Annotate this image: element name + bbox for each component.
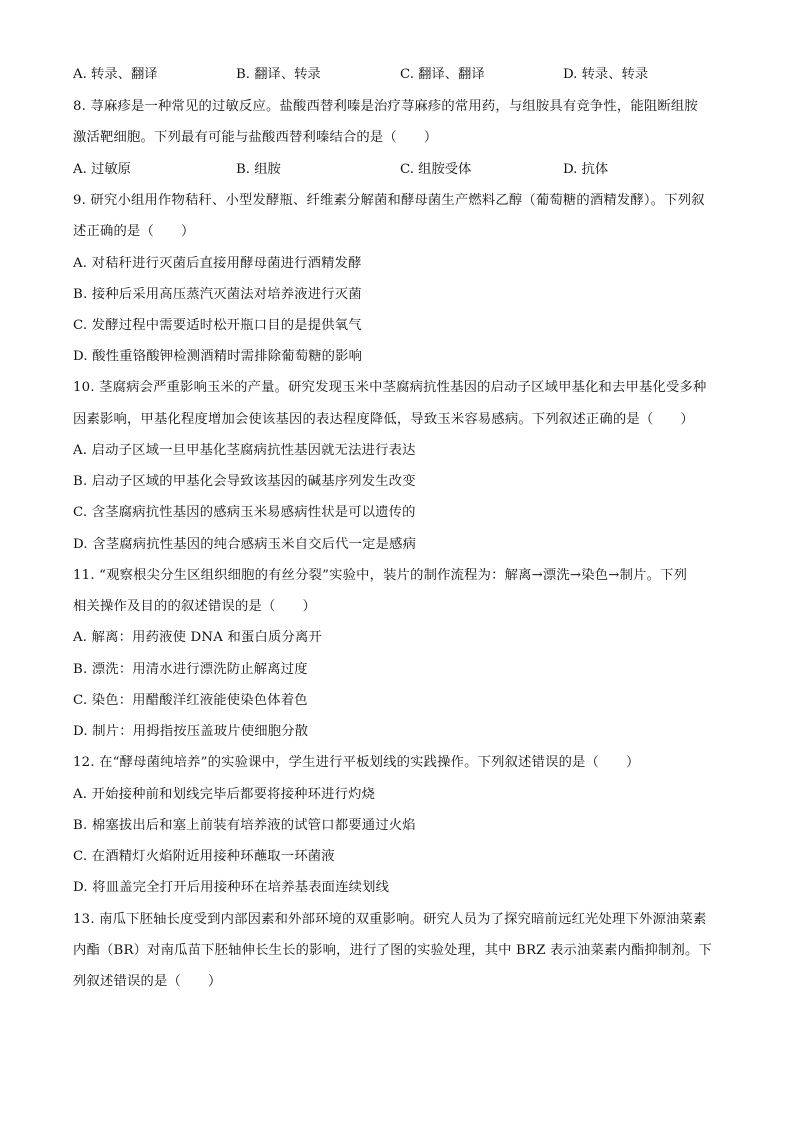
q7-option-a: A. 转录、翻译	[73, 67, 158, 82]
q9-option-c: C. 发酵过程中需要适时松开瓶口目的是提供氧气	[73, 318, 362, 333]
q10-option-c: C. 含茎腐病抗性基因的感病玉米易感病性状是可以遗传的	[73, 505, 416, 520]
q8-option-c: C. 组胺受体	[400, 162, 472, 177]
q13-stem-line: 13. 南瓜下胚轴长度受到内部因素和外部环境的双重影响。研究人员为了探究暗前远红光处理下外源油菜素	[73, 912, 707, 927]
q11-option-a: A. 解离：用药液使 DNA 和蛋白质分离开	[73, 630, 322, 645]
q9-option-d: D. 酸性重铬酸钾检测酒精时需排除葡萄糖的影响	[73, 349, 363, 364]
q10-option-b: B. 启动子区域的甲基化会导致该基因的碱基序列发生改变	[73, 474, 416, 489]
q9-option-b: B. 接种后采用高压蒸汽灭菌法对培养液进行灭菌	[73, 287, 362, 302]
q7-option-b: B. 翻译、转录	[236, 67, 321, 82]
q8-option-a: A. 过敏原	[73, 162, 131, 177]
q12-stem-line: 12. 在“酵母菌纯培养”的实验课中，学生进行平板划线的实践操作。下列叙述错误的是（ ）	[73, 755, 640, 770]
q13-stem-line: 内酯（BR）对南瓜苗下胚轴伸长生长的影响，进行了图的实验处理，其中 BRZ 表示油菜素内酯抑制剂。下	[73, 943, 713, 958]
q11-stem-line: 11. “观察根尖分生区组织细胞的有丝分裂”实验中，装片的制作流程为：解离→漂洗→染色→制片。下列	[73, 568, 688, 583]
q9-stem-line: 9. 研究小组用作物秸秆、小型发酵瓶、纤维素分解菌和酵母菌生产燃料乙醇（葡萄糖的酒精发酵）。下列叙	[73, 193, 705, 208]
q9-stem-line: 述正确的是（ ）	[73, 224, 195, 239]
q11-option-d: D. 制片：用拇指按压盖玻片使细胞分散	[73, 724, 309, 739]
q12-option-b: B. 棉塞拔出后和塞上前装有培养液的试管口都要通过火焰	[73, 818, 416, 833]
q10-stem-line: 10. 茎腐病会严重影响玉米的产量。研究发现玉米中茎腐病抗性基因的启动子区域甲基化和去甲基化受多种	[73, 380, 707, 395]
q11-stem-line: 相关操作及目的的叙述错误的是（ ）	[73, 599, 316, 614]
q13-stem-line: 列叙述错误的是（ ）	[73, 974, 222, 989]
q12-option-c: C. 在酒精灯火焰附近用接种环蘸取一环菌液	[73, 849, 335, 864]
q8-option-b: B. 组胺	[236, 162, 281, 177]
q10-option-d: D. 含茎腐病抗性基因的纯合感病玉米自交后代一定是感病	[73, 537, 417, 552]
q9-option-a: A. 对秸秆进行灭菌后直接用酵母菌进行酒精发酵	[73, 256, 362, 271]
q12-option-a: A. 开始接种前和划线完毕后都要将接种环进行灼烧	[73, 787, 376, 802]
q7-option-d: D. 转录、转录	[563, 67, 649, 82]
q8-option-d: D. 抗体	[563, 162, 609, 177]
q11-option-c: C. 染色：用醋酸洋红液能使染色体着色	[73, 693, 308, 708]
q8-stem-line: 激活靶细胞。下列最有可能与盐酸西替利嗪结合的是（ ）	[73, 130, 438, 145]
q7-option-c: C. 翻译、翻译	[400, 67, 485, 82]
q10-option-a: A. 启动子区域一旦甲基化茎腐病抗性基因就无法进行表达	[73, 443, 416, 458]
q10-stem-line: 因素影响，甲基化程度增加会使该基因的表达程度降低，导致玉米容易感病。下列叙述正确的是（ ）	[73, 412, 694, 427]
q8-stem-line: 8. 荨麻疹是一种常见的过敏反应。盐酸西替利嗪是治疗荨麻疹的常用药，与组胺具有竞争性，能阻断组胺	[73, 99, 698, 114]
q12-option-d: D. 将皿盖完全打开后用接种环在培养基表面连续划线	[73, 880, 390, 895]
q11-option-b: B. 漂洗：用清水进行漂洗防止解离过度	[73, 662, 308, 677]
